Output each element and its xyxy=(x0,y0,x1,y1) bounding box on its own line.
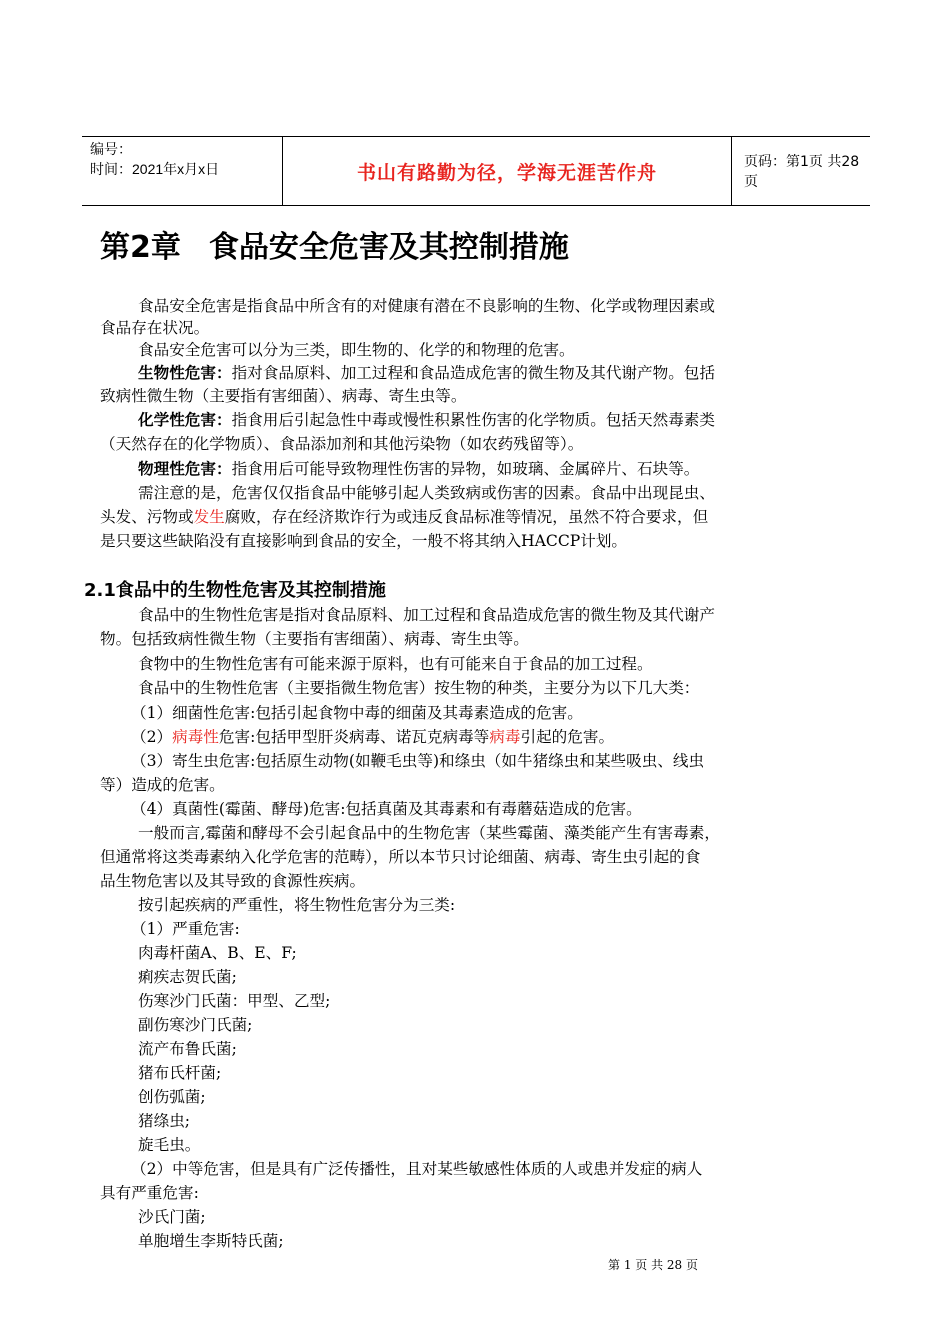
list-item: 副伤寒沙门氏菌; xyxy=(138,1016,253,1034)
bio-hazard-term: 生物性危害： xyxy=(138,364,232,382)
page-footer: 第 1 页 共 28 页 xyxy=(608,1258,698,1272)
bio-hazard-text: 指对食品原料、加工过程和食品造成危害的微生物及其代谢产物。包括 xyxy=(231,364,715,382)
category-line: （3）寄生虫危害:包括原生动物(如鞭毛虫等)和绦虫（如牛猪绦虫和某些吸虫、线虫 xyxy=(131,752,705,770)
list-item: 痢疾志贺氏菌; xyxy=(138,968,237,986)
motto-text: 书山有路勤为径，学海无涯苦作舟 xyxy=(356,161,657,184)
number-label: 编号： xyxy=(90,141,132,157)
severity-heading: 具有严重危害: xyxy=(100,1184,199,1202)
highlight-text: 病毒 xyxy=(489,728,521,746)
section-line: 食品中的生物性危害是指对食品原料、加工过程和食品造成危害的微生物及其代谢产 xyxy=(138,606,715,624)
highlight-text: 病毒性 xyxy=(172,728,219,746)
intro-line: （天然存在的化学物质）、食品添加剂和其他污染物（如农药残留等）。 xyxy=(100,435,584,453)
note-text: 头发、污物或 xyxy=(100,508,194,526)
chapter-name: 食品安全危害及其控制措施 xyxy=(208,230,569,265)
phys-hazard-term: 物理性危害： xyxy=(138,460,232,478)
bio-hazard-line xyxy=(100,362,715,384)
chem-hazard-term: 化学性危害： xyxy=(138,411,232,429)
motto-cell xyxy=(282,137,732,205)
section-line: 食品中的生物性危害（主要指微生物危害）按生物的种类，主要分为以下几大类： xyxy=(138,679,700,697)
intro-line: 致病性微生物（主要指有害细菌）、病毒、寄生虫等。 xyxy=(100,387,467,405)
category-line: （4）真菌性(霉菌、酵母)危害:包括真菌及其毒素和有毒蘑菇造成的危害。 xyxy=(131,800,642,818)
note-line: 是只要这些缺陷没有直接影响到食品的安全，一般不将其纳入HACCP计划。 xyxy=(100,532,628,550)
category-line xyxy=(131,726,614,748)
section-line: 一般而言,霉菌和酵母不会引起食品中的生物危害（某些霉菌、藻类能产生有害毒素， xyxy=(138,824,720,842)
highlight-text: 发生 xyxy=(193,508,225,526)
list-item: 肉毒杆菌A、B、E、F; xyxy=(138,944,297,962)
phys-hazard-line xyxy=(100,458,699,480)
page-code-text: 页码：第1页 共28页 xyxy=(744,154,860,190)
list-item: 猪绦虫; xyxy=(138,1112,191,1130)
note-text: 腐败，存在经济欺诈行为或违反食品标准等情况，虽然不符合要求，但 xyxy=(224,508,709,526)
section-line: 品生物危害以及其导致的食源性疾病。 xyxy=(100,872,366,890)
header-info-cell xyxy=(82,137,282,205)
page-code-cell xyxy=(732,137,870,205)
list-item: 猪布氏杆菌; xyxy=(138,1064,222,1082)
section-line: 物。包括致病性微生物（主要指有害细菌）、病毒、寄生虫等。 xyxy=(100,630,529,648)
list-item: 创伤弧菌; xyxy=(138,1088,206,1106)
list-item: 伤寒沙门氏菌：甲型、乙型; xyxy=(138,992,331,1010)
list-item: 流产布鲁氏菌; xyxy=(138,1040,237,1058)
section-line: 食物中的生物性危害有可能来源于原料，也有可能来自于食品的加工过程。 xyxy=(138,655,653,673)
severity-heading: （2）中等危害，但是具有广泛传播性，且对某些敏感性体质的人或患并发症的病人 xyxy=(131,1160,703,1178)
header-table xyxy=(82,136,870,206)
chapter-number: 第2章 xyxy=(100,230,181,265)
chem-hazard-line xyxy=(100,409,715,431)
phys-hazard-text: 指食用后可能导致物理性伤害的异物，如玻璃、金属碎片、石块等。 xyxy=(231,460,700,478)
intro-line: 食品安全危害可以分为三类，即生物的、化学的和物理的危害。 xyxy=(138,341,575,359)
time-label: 时间：2021年x月x日 xyxy=(90,161,220,177)
chapter-title xyxy=(100,224,569,272)
list-item: 沙氏门菌; xyxy=(138,1208,206,1226)
category-line: 等）造成的危害。 xyxy=(100,776,225,794)
section-line: 但通常将这类毒素纳入化学危害的范畴），所以本节只讨论细菌、病毒、寄生虫引起的食 xyxy=(100,848,701,866)
note-line xyxy=(100,506,708,528)
category-text: 危害:包括甲型肝炎病毒、诺瓦克病毒等 xyxy=(218,728,490,746)
intro-line: 食品安全危害是指食品中所含有的对健康有潜在不良影响的生物、化学或物理因素或 xyxy=(138,297,715,315)
category-text: 引起的危害。 xyxy=(520,728,615,746)
chem-hazard-text: 指食用后引起急性中毒或慢性积累性伤害的化学物质。包括天然毒素类 xyxy=(231,411,715,429)
section-title: 2.1食品中的生物性危害及其控制措施 xyxy=(84,580,386,601)
category-line: （1）细菌性危害:包括引起食物中毒的细菌及其毒素造成的危害。 xyxy=(131,704,583,722)
severity-heading: （1）严重危害: xyxy=(131,920,240,938)
list-item: 旋毛虫。 xyxy=(138,1136,201,1154)
intro-line: 食品存在状况。 xyxy=(100,319,210,337)
section-line: 按引起疾病的严重性，将生物性危害分为三类: xyxy=(138,896,456,914)
note-line: 需注意的是，危害仅仅指食品中能够引起人类致病或伤害的因素。食品中出现昆虫、 xyxy=(138,484,715,502)
category-text: （2） xyxy=(131,728,173,746)
list-item: 单胞增生李斯特氏菌; xyxy=(138,1232,284,1250)
